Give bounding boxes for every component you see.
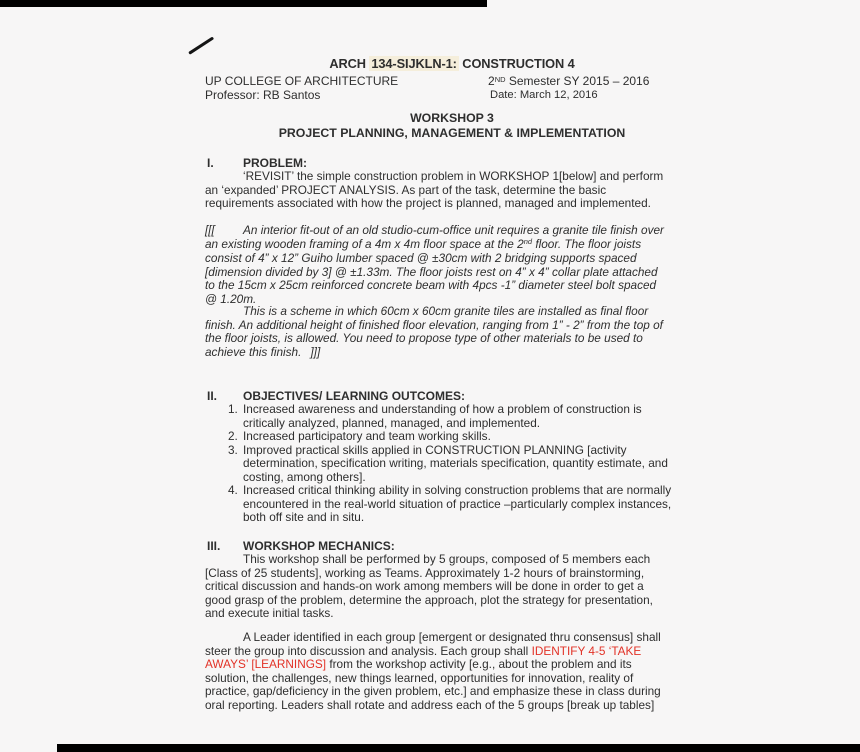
workshop-number: WORKSHOP 3	[410, 111, 494, 125]
text-line: ‘REVISIT’ the simple construction problem in WORKSHOP 1[below] and perform	[243, 169, 664, 183]
section-numeral: II.	[207, 389, 218, 403]
text-line: practice, gap/deficiency in the given problem, etc.] and emphasize these in class during	[205, 684, 661, 698]
section-mechanics-heading	[205, 539, 699, 553]
top-scan-bar	[0, 0, 487, 7]
text-line: This workshop shall be performed by 5 groups, composed of 5 members each	[243, 552, 651, 566]
objectives-list	[205, 403, 699, 525]
text-line	[205, 645, 661, 659]
text-line: Improved practical skills applied in CONSTRUCTION PLANNING [activity	[243, 442, 627, 457]
list-item-number: 4.	[228, 483, 238, 497]
list-item	[205, 444, 699, 485]
body-text: from the workshop activity [e.g., about the problem and its	[326, 657, 632, 671]
text-line: [Class of 25 students], working as Teams. Approximately 1-2 hours of brainstorming,	[205, 565, 645, 580]
mechanics-paragraph-1	[205, 553, 653, 621]
course-title-pre: ARCH	[329, 56, 370, 71]
open-bracket-marker: [[[	[205, 223, 215, 237]
text-line: good grasp of the problem, determine the approach, plot the strategy for presentation,	[205, 592, 653, 607]
text-line: critical discussion and hands-on work among members will be done in order to get a	[205, 579, 644, 593]
scenario-text: achieve this finish.	[205, 344, 302, 359]
document-date: Date: March 12, 2016	[490, 89, 598, 101]
mechanics-paragraph-2	[205, 631, 661, 712]
scenario-text: floor. The floor joists	[532, 236, 642, 251]
list-item	[205, 430, 699, 444]
scenario-text: An interior fit-out of an old studio-cum-office unit requires a granite tile finish over	[243, 223, 664, 237]
text-line: the floor joists, is allowed. You need to propose type of other materials to be used to	[205, 331, 643, 345]
semester-number: 2	[488, 74, 495, 88]
text-line: A Leader identified in each group [emergent or designated thru consensus] shall	[243, 630, 661, 644]
course-title-highlight: 134-SIJKLN-1:	[371, 56, 457, 71]
professor-name: Professor: RB Santos	[205, 88, 321, 102]
text-line: both off site and in situ.	[243, 510, 365, 524]
text-line	[205, 658, 661, 672]
semester-text: Semester SY 2015 – 2016	[505, 74, 650, 88]
text-line: solution, the challenges, new things learned, opportunities for innovation, reality of	[205, 670, 634, 685]
workshop-title: PROJECT PLANNING, MANAGEMENT & IMPLEMENTATION	[278, 126, 626, 140]
text-line: an ‘expanded’ PROJECT ANALYSIS. As part of the task, determine the basic	[205, 182, 607, 197]
text-line: oral reporting. Leaders shall rotate and address each of the 5 groups [break up tables]	[205, 697, 655, 712]
section-problem-heading	[205, 156, 699, 170]
text-line: to the 15cm x 25cm reinforced concrete beam with 4pcs -1” diameter steel bolt spaced	[205, 278, 657, 292]
section-label: PROBLEM:	[243, 156, 307, 170]
text-line	[205, 346, 663, 360]
text-line: critically analyzed, planned, managed, and implemented.	[243, 415, 541, 430]
close-bracket-marker: ]]]	[310, 344, 321, 359]
list-item	[205, 484, 699, 525]
scenario-text: an existing wooden framing of a 4m x 4m floor space at the 2	[205, 236, 524, 251]
text-line: consist of 4” x 12” Guiho lumber spaced @ ±30cm with 2 bridging supports spaced	[205, 251, 637, 265]
semester-ordinal: ND	[494, 74, 506, 84]
section-label: OBJECTIVES/ LEARNING OUTCOMES:	[243, 389, 466, 403]
header-row-1	[205, 74, 699, 88]
takeaways-highlight-text: AWAYS’ [LEARNINGS]	[205, 657, 327, 671]
text-line	[205, 238, 664, 253]
scenario-paragraph-2	[205, 305, 663, 359]
course-title	[205, 56, 699, 71]
list-item-number: 1.	[228, 402, 238, 416]
text-line: and execute initial tasks.	[205, 606, 334, 620]
ordinal-superscript: nd	[523, 237, 533, 246]
scenario-paragraph-1	[205, 224, 664, 306]
takeaways-highlight-text: IDENTIFY 4-5 ‘TAKE	[531, 643, 642, 658]
text-line: requirements associated with how the project is planned, managed and implemented.	[205, 196, 651, 210]
list-item-number: 2.	[228, 429, 238, 443]
section-numeral: III.	[207, 539, 221, 553]
bottom-scan-bar	[57, 744, 860, 752]
pen-stroke-mark	[188, 36, 214, 54]
college-name: UP COLLEGE OF ARCHITECTURE	[205, 74, 399, 88]
course-title-post: CONSTRUCTION 4	[458, 56, 575, 71]
body-text: steer the group into discussion and analysis. Each group shall	[205, 643, 532, 658]
semester-label	[488, 74, 649, 88]
header-row-2	[205, 88, 699, 102]
text-line: Increased critical thinking ability in solving construction problems that are normally	[243, 483, 672, 497]
section-objectives-heading	[205, 389, 699, 403]
text-line: determination, specification writing, materials specification, quantity estimate, and	[243, 456, 668, 470]
text-line: Increased awareness and understanding of how a problem of construction is	[243, 402, 642, 416]
text-line: finish. An additional height of finished floor elevation, ranging from 1” - 2” from the top of	[205, 317, 663, 332]
text-line: [dimension divided by 3] @ ±1.33m. The floor joists rest on 4” x 4” collar plate attached	[205, 264, 658, 279]
list-item-number: 3.	[228, 442, 238, 457]
text-line: encountered in the real-world situation of practice –particularly complex instances,	[243, 496, 672, 511]
text-line	[205, 224, 664, 238]
list-item	[205, 403, 699, 430]
section-numeral: I.	[207, 156, 214, 170]
problem-paragraph	[205, 170, 663, 211]
section-label: WORKSHOP MECHANICS:	[243, 539, 395, 553]
text-line: @ 1.20m.	[205, 291, 257, 306]
text-line: Increased participatory and team working skills.	[243, 429, 491, 443]
text-line: costing, among others].	[243, 469, 366, 484]
text-line: This is a scheme in which 60cm x 60cm granite tiles are installed as final floor	[243, 304, 649, 318]
